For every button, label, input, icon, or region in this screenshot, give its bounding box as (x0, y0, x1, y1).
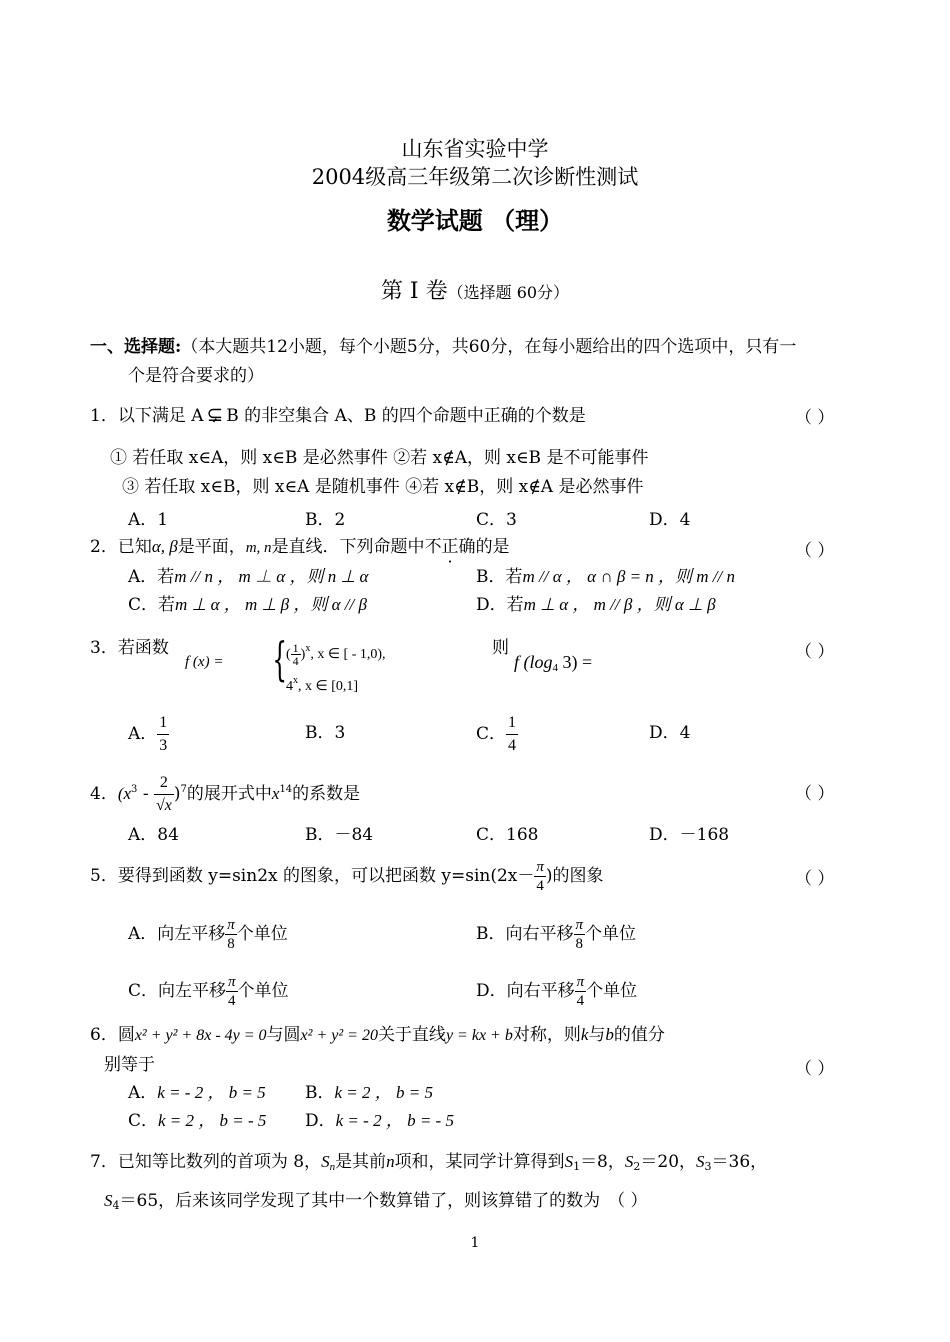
q4-expr-open: (x (117, 784, 132, 803)
question-3-stem (90, 637, 169, 659)
q6-opt-b-label: B． (305, 1083, 335, 1103)
q2-option-d (476, 594, 716, 616)
q3-option-c (476, 712, 518, 757)
page-number: 1 (470, 1235, 480, 1251)
q1-option-d: D．4 (649, 510, 691, 530)
q6-option-d (305, 1110, 454, 1132)
q3-expr-sub: 4 (552, 662, 558, 674)
section-title: 一、选择题: (90, 337, 182, 357)
q3-expr: f (log (514, 652, 553, 672)
q4-expr-close: ) (173, 784, 181, 804)
question-number: 5． (90, 866, 118, 886)
q5-opt-c-den: 4 (226, 991, 238, 1010)
question-5-stem (90, 854, 604, 898)
q6-opt-b-expr: k = 2 ， b = 5 (334, 1083, 433, 1102)
q3-opt-a-num: 1 (159, 714, 168, 731)
q4-option-c: C．168 (476, 825, 539, 845)
q6-option-b (305, 1082, 433, 1104)
q5-option-d (476, 969, 637, 1013)
q6-b: b (605, 1025, 614, 1044)
q2-opt-d-expr: m ⊥ α ， m // β ，则 α ⊥ β (523, 595, 716, 614)
q3-option-a (128, 712, 169, 757)
q7-s1-sub: 1 (573, 1160, 581, 1173)
question-2-stem (90, 536, 510, 559)
q5-opt-c-unit: 个单位 (237, 981, 289, 1001)
q7-s1: S (564, 1152, 574, 1171)
q2-stem-d: 的是 (475, 537, 510, 557)
q7-s2: S (624, 1152, 634, 1171)
q2-opt-c-label: C．若 (128, 595, 176, 615)
q2-opt-a-expr: m // n ， m ⊥ α ，则 n ⊥ α (174, 567, 369, 586)
q5-option-b (476, 912, 636, 956)
volume-label: 第 I 卷 (380, 279, 448, 304)
q7-s2-sub: 2 (633, 1160, 641, 1173)
q7-s3-sub: 3 (704, 1160, 712, 1173)
q5-opt-d-den: 4 (575, 991, 587, 1010)
q5-opt-d-num: π (576, 974, 585, 990)
section-intro-line1: （本大题共12小题，每个小题5分，共60分，在每小题给出的四个选项中，只有一 (181, 337, 797, 357)
q2-lines: m, n (245, 540, 272, 556)
q2-opt-b-label: B．若 (476, 567, 523, 587)
q6-stem-e: 与 (588, 1025, 606, 1045)
q7-s4: S (104, 1191, 113, 1210)
question-number: 2． (90, 537, 118, 557)
section-intro (90, 336, 796, 358)
q5-opt-a-den: 8 (225, 934, 237, 953)
q7-s2-val: ＝20， (640, 1152, 697, 1172)
q6-option-c (128, 1110, 266, 1132)
question-1-stem (90, 403, 586, 427)
q6-stem-a: 圆 (117, 1025, 135, 1045)
case2-base: 4 (286, 679, 293, 694)
q6-stem-continued: 别等于 (104, 1055, 155, 1075)
q7-n: n (386, 1152, 395, 1171)
q3-function-name: f (x) = (185, 654, 224, 670)
proper-subset-symbol: ⊊ (206, 402, 224, 426)
q5-option-c (128, 969, 289, 1013)
q2-stem-c: 是直线．下列命题中 (271, 537, 425, 557)
q1-proposition-line1: ① 若任取 x∈A，则 x∈B 是必然事件 ②若 x∉A，则 x∈B 是不可能事件 (110, 448, 649, 468)
q2-stem-a: 已知 (117, 537, 152, 557)
q2-stem-b: 是平面， (177, 537, 246, 557)
q6-stem-f: 的值分 (613, 1025, 665, 1045)
q1-option-a: A．1 (128, 510, 169, 530)
question-number: 3． (90, 638, 118, 658)
exam-title: 2004级高三年级第二次诊断性测试 (311, 165, 639, 189)
q7-line2: ＝65，后来该同学发现了其中一个数算错了，则该算错了的数为 (119, 1191, 601, 1211)
q5-opt-b-den: 8 (574, 934, 586, 953)
q6-opt-a-expr: k = - 2 ， b = 5 (157, 1083, 266, 1102)
q6-circle1: x² + y² + 8x - 4y = 0 (134, 1027, 267, 1044)
q3-expression (514, 651, 592, 679)
q4-expr-power: 7 (180, 784, 187, 795)
q6-option-a (128, 1082, 266, 1104)
q1-stem-a: 以下满足 A (117, 406, 204, 426)
q5-opt-c-text: C．向左平移 (128, 981, 227, 1001)
answer-paren-q7: （ ） (608, 1191, 648, 1211)
q6-circle2: x² + y² = 20 (300, 1027, 378, 1044)
q1-stem-b: B 的非空集合 A、B 的四个命题中正确的个数是 (226, 406, 586, 426)
q4-stem-b: 的系数是 (292, 784, 361, 804)
q4-option-b: B．－84 (305, 825, 374, 845)
q7-s1-val: ＝8， (580, 1152, 625, 1172)
answer-paren-q3: （ ） (795, 642, 835, 662)
answer-paren-q1: （ ） (795, 408, 835, 428)
q2-option-c (128, 594, 367, 616)
q4-term-exp: 14 (279, 784, 293, 795)
q5-frac-den: 4 (534, 876, 546, 895)
q3-option-b: B．3 (305, 723, 346, 743)
q2-opt-b-expr: m // α ， α ∩ β = n ，则 m // n (522, 567, 736, 586)
q1-option-b: B．2 (305, 510, 346, 530)
q5-opt-a-text: A．向左平移 (128, 924, 226, 944)
q5-opt-a-num: π (227, 917, 235, 933)
question-4-stem (90, 768, 360, 817)
subject-title: 数学试题 （理） (386, 206, 564, 235)
question-7-line2 (104, 1190, 648, 1217)
q2-opt-c-expr: m ⊥ α ， m ⊥ β ，则 α // β (175, 595, 367, 614)
q4-stem-a: 的展开式中 (186, 784, 272, 804)
case1-num: 1 (292, 641, 299, 656)
question-number: 1． (90, 406, 118, 426)
q2-option-a (128, 566, 368, 588)
q1-option-c: C．3 (476, 510, 517, 530)
q5-stem-a: 要得到函数 y=sin2x 的图象，可以把函数 y=sin(2x－ (117, 866, 535, 886)
q7-sn-sub: n (329, 1161, 336, 1173)
case1-domain: , x ∈ [ - 1,0), (310, 647, 386, 662)
q5-opt-b-num: π (575, 917, 584, 933)
q7-s3: S (696, 1152, 705, 1171)
q5-opt-a-unit: 个单位 (236, 924, 288, 944)
q3-opt-a-label: A． (128, 724, 158, 744)
case1-exp: x (305, 643, 311, 654)
q3-stem: 若函数 (117, 638, 169, 658)
q2-greek: α, β (151, 537, 178, 556)
volume-heading (0, 279, 950, 306)
q1-proposition-line2: ③ 若任取 x∈B，则 x∈A 是随机事件 ④若 x∉B，则 x∉A 是必然事件 (122, 477, 644, 497)
q5-opt-b-text: B．向右平移 (476, 924, 574, 944)
q3-opt-a-den: 3 (157, 734, 169, 757)
q6-stem-b: 与圆 (266, 1025, 301, 1045)
q5-frac-num: π (536, 859, 544, 875)
q6-opt-d-expr: k = - 2 ， b = - 5 (335, 1111, 454, 1130)
piecewise-brace: { (272, 632, 287, 686)
q2-opt-d-label: D．若 (476, 595, 524, 615)
q3-opt-c-label: C． (476, 724, 507, 744)
q5-opt-d-unit: 个单位 (586, 981, 638, 1001)
q2-emphasis: 不正确 (424, 537, 476, 557)
q7-line1-a: 已知等比数列的首项为 8， (117, 1152, 322, 1172)
q7-line1-b: 是其前 (335, 1152, 387, 1172)
q4-term: x (271, 784, 280, 803)
q5-stem-b: )的图象 (545, 866, 604, 886)
q6-stem-c: 关于直线 (377, 1025, 446, 1045)
q7-line1-c: 项和，某同学计算得到 (394, 1152, 565, 1172)
section-intro-line2: 个是符合要求的） (128, 366, 264, 386)
q6-stem-d: 对称，则 (512, 1025, 581, 1045)
q5-opt-b-unit: 个单位 (585, 924, 637, 944)
q4-minus: - (137, 784, 154, 804)
q2-opt-a-label: A．若 (128, 567, 175, 587)
answer-paren-q5: （ ） (795, 869, 835, 889)
q2-option-b (476, 566, 735, 588)
case2-exp: x (293, 675, 298, 686)
q4-option-a: A．84 (128, 825, 179, 845)
question-number: 6． (90, 1025, 118, 1045)
q4-frac-den: √x (154, 794, 174, 817)
q6-line: y = kx + b (445, 1027, 513, 1044)
case1-den: 4 (292, 654, 299, 669)
q7-sn: S (321, 1152, 330, 1171)
answer-paren-q4: （ ） (795, 784, 835, 804)
q6-opt-d-label: D． (305, 1111, 336, 1131)
q6-opt-a-label: A． (128, 1083, 158, 1103)
q3-then: 则 (492, 638, 509, 658)
q6-opt-c-label: C． (128, 1111, 159, 1131)
q5-opt-c-num: π (228, 974, 236, 990)
q3-opt-c-num: 1 (508, 714, 517, 731)
q4-frac-num: 2 (159, 774, 168, 791)
q7-s3-val: ＝36， (711, 1152, 768, 1172)
answer-paren-q6: （ ） (795, 1059, 835, 1079)
school-name: 山东省实验中学 (401, 137, 549, 161)
question-number: 7． (90, 1152, 118, 1172)
question-6-stem (90, 1024, 665, 1047)
q3-option-d: D．4 (649, 723, 691, 743)
piecewise-case-1: ( $\frac{1}{4}$ )$^x$, x ∈ [ - 1,0), (286, 641, 386, 669)
q3-expr-tail: 3) = (558, 652, 593, 672)
q4-expr-exp: 3 (131, 784, 138, 795)
question-7-stem (90, 1151, 767, 1178)
q3-opt-c-den: 4 (506, 734, 518, 757)
case2-domain: , x ∈ [0,1] (298, 679, 359, 694)
question-number: 4． (90, 784, 118, 804)
q6-opt-c-expr: k = 2 ， b = - 5 (158, 1111, 267, 1130)
q6-k: k (580, 1025, 589, 1044)
piecewise-case-2 (286, 673, 358, 695)
volume-note: （选择题 60分） (447, 283, 570, 302)
answer-paren-q2: （ ） (795, 541, 835, 561)
q5-opt-d-text: D．向右平移 (476, 981, 575, 1001)
q4-option-d: D．－168 (649, 825, 730, 845)
q5-option-a (128, 912, 288, 956)
q7-s4-sub: 4 (112, 1199, 120, 1212)
